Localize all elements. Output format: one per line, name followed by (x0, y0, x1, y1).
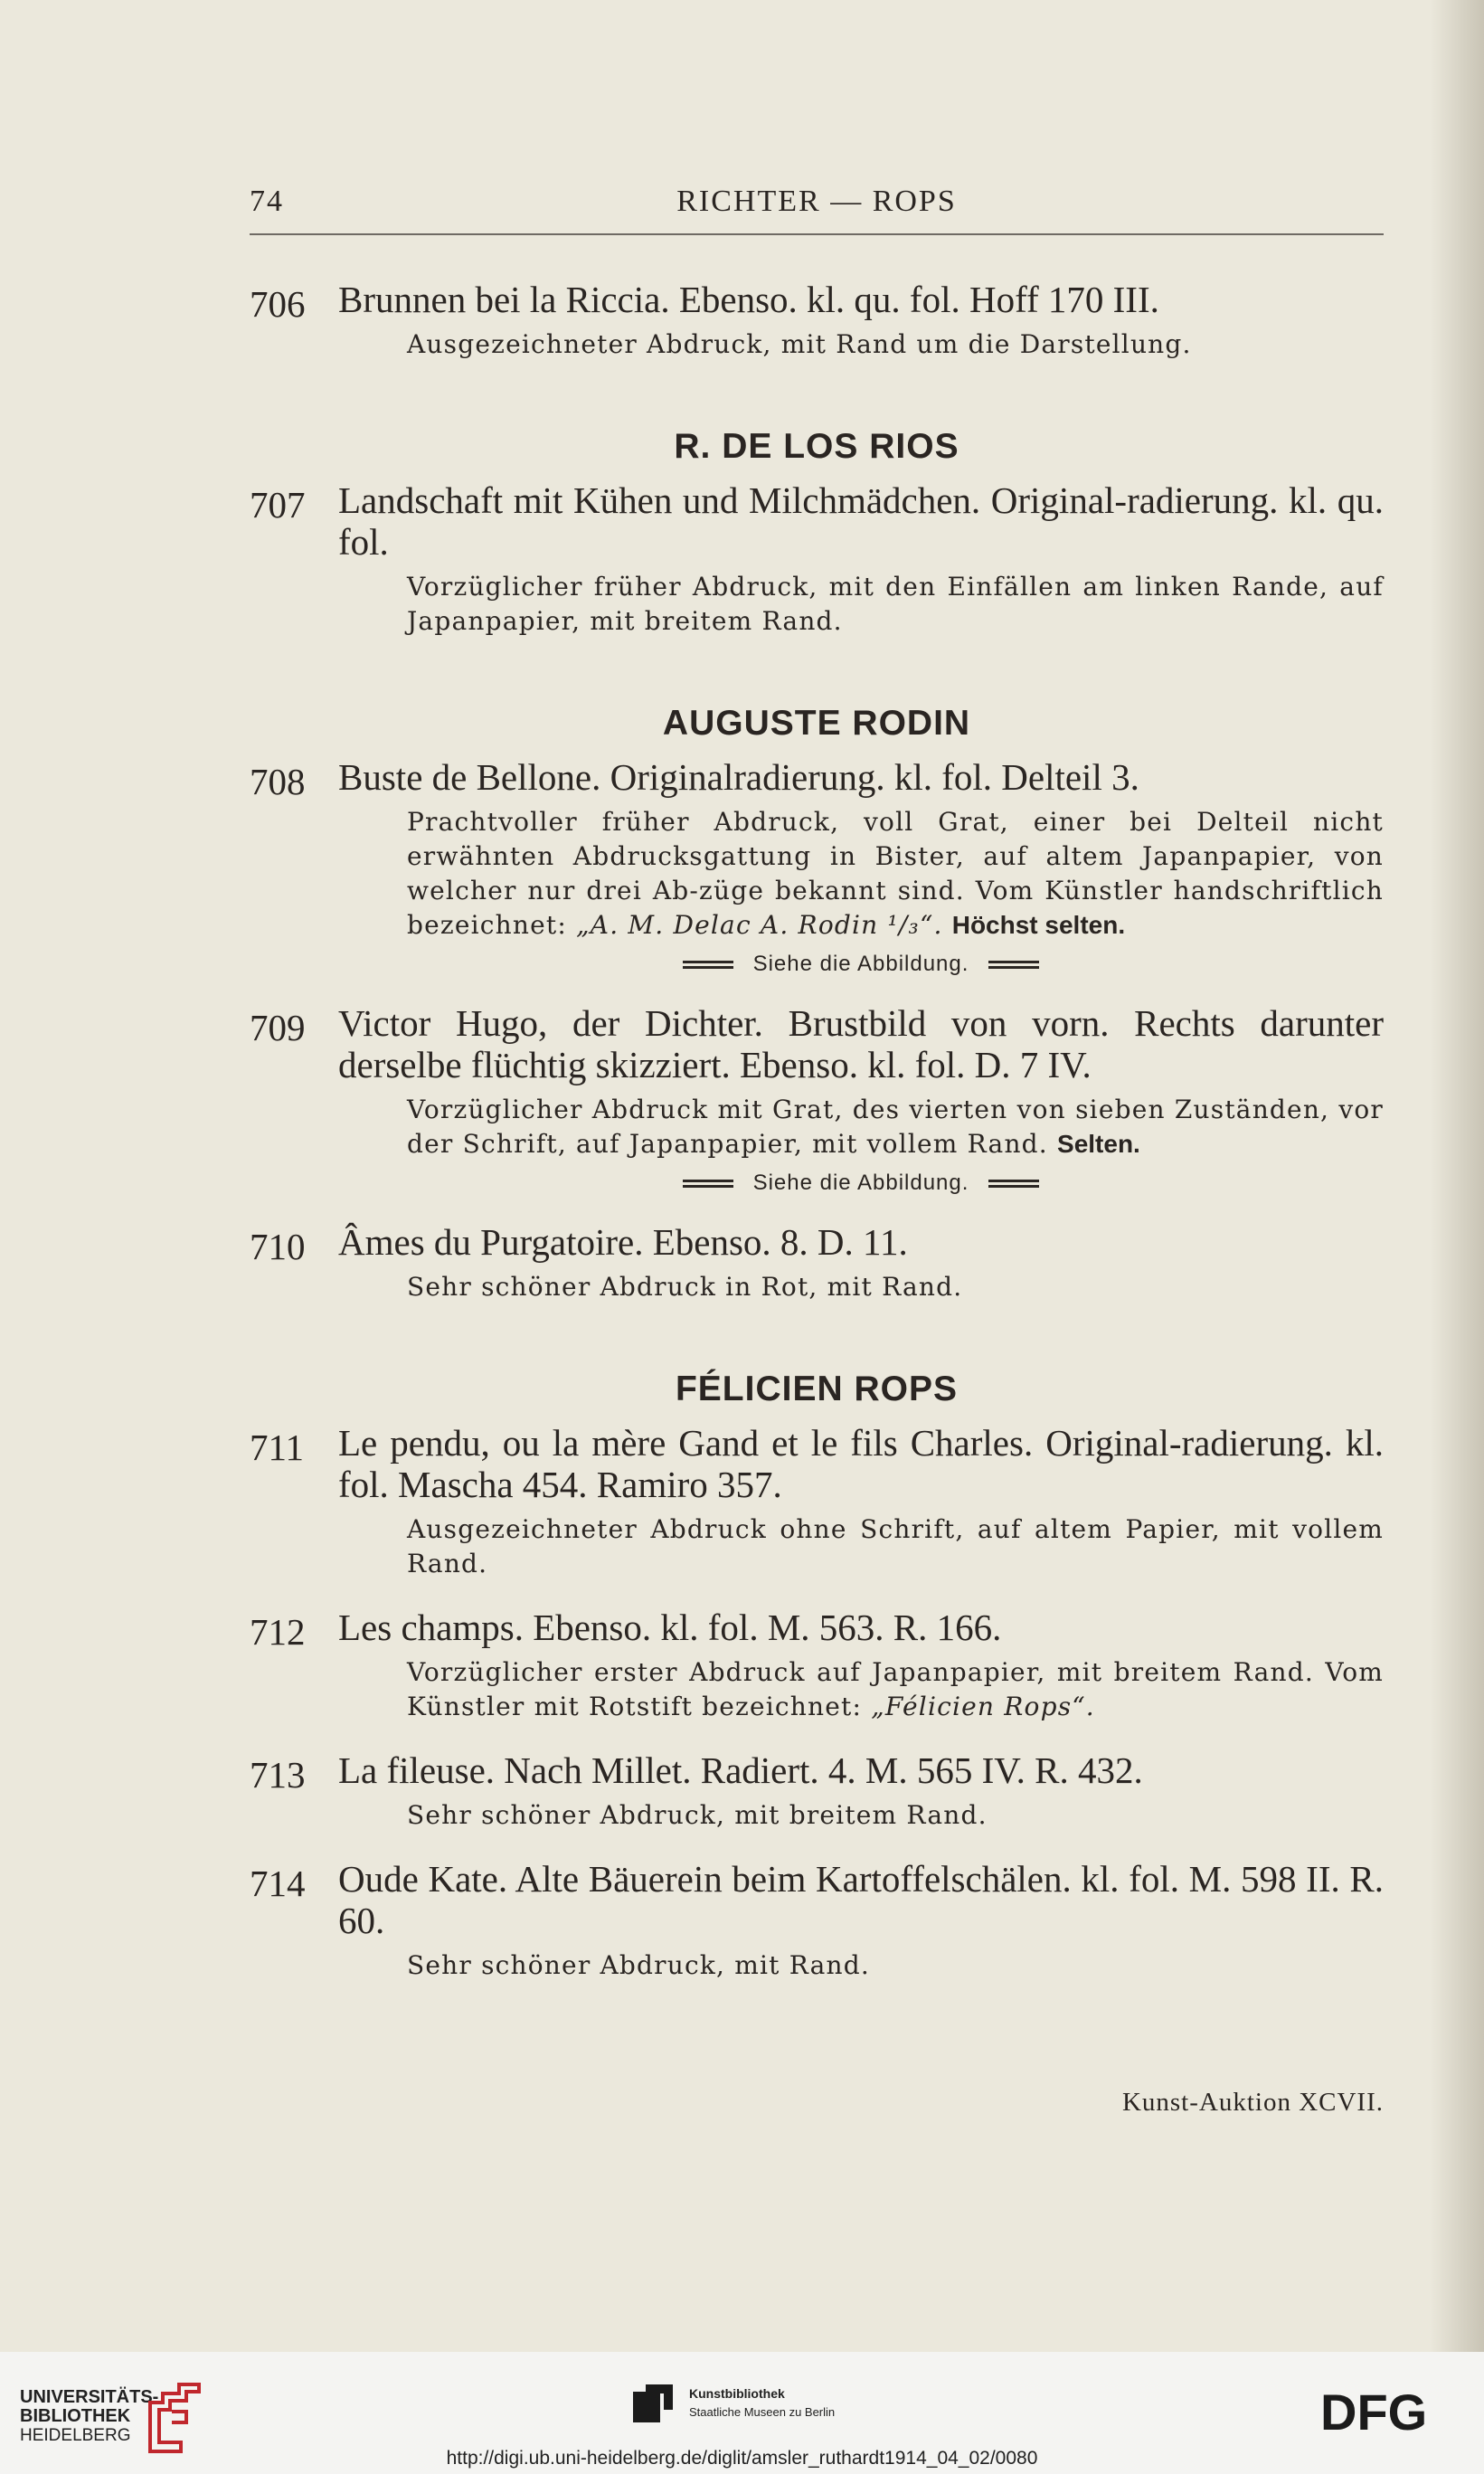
kb-line-1: Kunstbibliothek (689, 2386, 785, 2401)
ub-line-2: BIBLIOTHEK (20, 2406, 131, 2426)
lot-number: 713 (250, 1754, 306, 1796)
lot-title: Landschaft mit Kühen und Milchmädchen. Original-radierung. kl. qu. fol. (338, 479, 1384, 563)
kunstbibliothek-wordmark[interactable] (689, 2384, 835, 2422)
kunstbibliothek-logo-icon[interactable] (633, 2384, 673, 2426)
lot-title: Âmes du Purgatoire. Ebenso. 8. D. 11. (338, 1221, 908, 1263)
catalog-entry-711 (250, 1422, 1384, 1581)
artist-heading-rodin: AUGUSTE RODIN (662, 704, 971, 743)
lot-number: 710 (250, 1226, 306, 1267)
catalog-entry-710 (250, 1221, 1384, 1304)
lot-title: Victor Hugo, der Dichter. Brustbild von vorn. Rechts darunter derselbe flüchtig skizziert. Ebenso. kl. fol. D. 7 IV. (338, 1002, 1384, 1085)
lot-note-rarity: Selten. (1057, 1130, 1140, 1158)
dfg-logo-icon[interactable] (1320, 2388, 1467, 2435)
lot-title: Oude Kate. Alte Bäuerein beim Kartoffelschälen. kl. fol. M. 598 II. R. 60. (338, 1858, 1384, 1941)
lot-note (338, 805, 1384, 943)
ub-heidelberg-wordmark[interactable] (20, 2388, 158, 2445)
see-illustration (338, 1171, 1384, 1196)
lot-note: Ausgezeichneter Abdruck, mit Rand um die Darstellung. (407, 329, 1192, 359)
lot-number: 714 (250, 1863, 306, 1904)
page-edge-shadow (1430, 0, 1484, 2352)
double-rule-right (988, 1180, 1039, 1188)
see-illustration (338, 952, 1384, 977)
lot-note: Sehr schöner Abdruck, mit breitem Rand. (407, 1800, 988, 1830)
lot-number: 708 (250, 761, 306, 802)
double-rule-left (683, 961, 733, 969)
lot-note-text: Vorzüglicher erster Abdruck auf Japanpapier, mit breitem Rand. Vom Künstler mit Rotstift bezeichnet: (407, 1657, 1384, 1721)
see-illustration-text: Siehe die Abbildung. (752, 952, 969, 976)
lot-title: Buste de Bellone. Originalradierung. kl. fol. Delteil 3. (338, 756, 1139, 798)
catalog-entry-714 (250, 1858, 1384, 1983)
running-title: RICHTER — ROPS (676, 185, 957, 218)
lot-note: Vorzüglicher früher Abdruck, mit den Einfällen am linken Rande, auf Japanpapier, mit breitem Rand. (407, 572, 1384, 636)
page-header (250, 181, 1384, 224)
lot-note (338, 1655, 1384, 1724)
lot-number: 712 (250, 1611, 306, 1653)
ub-line-1: UNIVERSITÄTS- (20, 2387, 159, 2407)
lot-note: Sehr schöner Abdruck, mit Rand. (407, 1950, 870, 1980)
page-number: 74 (250, 185, 284, 218)
ub-heidelberg-logo-icon[interactable] (145, 2379, 208, 2457)
lot-note-inscription: „Félicien Rops“. (871, 1692, 1095, 1721)
auction-signature: Kunst-Auktion XCVII. (1121, 2088, 1384, 2117)
catalog-content (250, 279, 1384, 1983)
see-illustration-text: Siehe die Abbildung. (752, 1171, 969, 1195)
catalog-entry-707 (250, 479, 1384, 639)
lot-number: 707 (250, 484, 306, 526)
double-rule-right (988, 961, 1039, 969)
lot-note-rarity: Höchst selten. (951, 911, 1126, 939)
lot-note (338, 1093, 1384, 1161)
header-rule (250, 233, 1384, 235)
lot-number: 706 (250, 283, 306, 325)
catalog-entry-706 (250, 279, 1384, 362)
lot-note: Sehr schöner Abdruck in Rot, mit Rand. (407, 1272, 963, 1302)
catalog-entry-709 (250, 1002, 1384, 1196)
lot-title: La fileuse. Nach Millet. Radiert. 4. M. 565 IV. R. 432. (338, 1749, 1143, 1791)
catalog-entry-708 (250, 756, 1384, 977)
kb-line-2: Staatliche Museen zu Berlin (689, 2405, 836, 2419)
catalog-entry-712 (250, 1607, 1384, 1724)
lot-title: Le pendu, ou la mère Gand et le fils Charles. Original-radierung. kl. fol. Mascha 454. Ramiro 357. (338, 1422, 1384, 1505)
permalink-url[interactable]: http://digi.ub.uni-heidelberg.de/diglit/amsler_ruthardt1914_04_02/0080 (446, 2448, 1038, 2469)
lot-number: 709 (250, 1007, 306, 1048)
catalog-entry-713 (250, 1749, 1384, 1833)
lot-title: Les champs. Ebenso. kl. fol. M. 563. R. 166. (338, 1607, 1002, 1648)
lot-note-text: Vorzüglicher Abdruck mit Grat, des vierten von sieben Zuständen, vor der Schrift, auf Japanpapier, mit vollem Rand. (407, 1095, 1384, 1159)
double-rule-left (683, 1180, 733, 1188)
ub-line-3: HEIDELBERG (20, 2426, 131, 2445)
dfg-logo-text: DFG (1320, 2388, 1428, 2435)
lot-note: Ausgezeichneter Abdruck ohne Schrift, auf altem Papier, mit vollem Rand. (407, 1514, 1384, 1578)
lot-number: 711 (250, 1427, 304, 1468)
lot-note-text: Prachtvoller früher Abdruck, voll Grat, einer bei Delteil nicht erwähnten Abdrucksgattung in Bister, auf altem Japanpapier, von welcher nur drei Ab-züge bekannt sind. Vom Künstler handschriftlich bezeichnet: (407, 807, 1384, 940)
lot-title: Brunnen bei la Riccia. Ebenso. kl. qu. fol. Hoff 170 III. (338, 279, 1159, 320)
lot-note-inscription: „A. M. Delac A. Rodin ¹/₃“. (576, 910, 943, 940)
artist-heading-rios: R. DE LOS RIOS (674, 427, 959, 466)
artist-heading-rops: FÉLICIEN ROPS (675, 1370, 959, 1408)
